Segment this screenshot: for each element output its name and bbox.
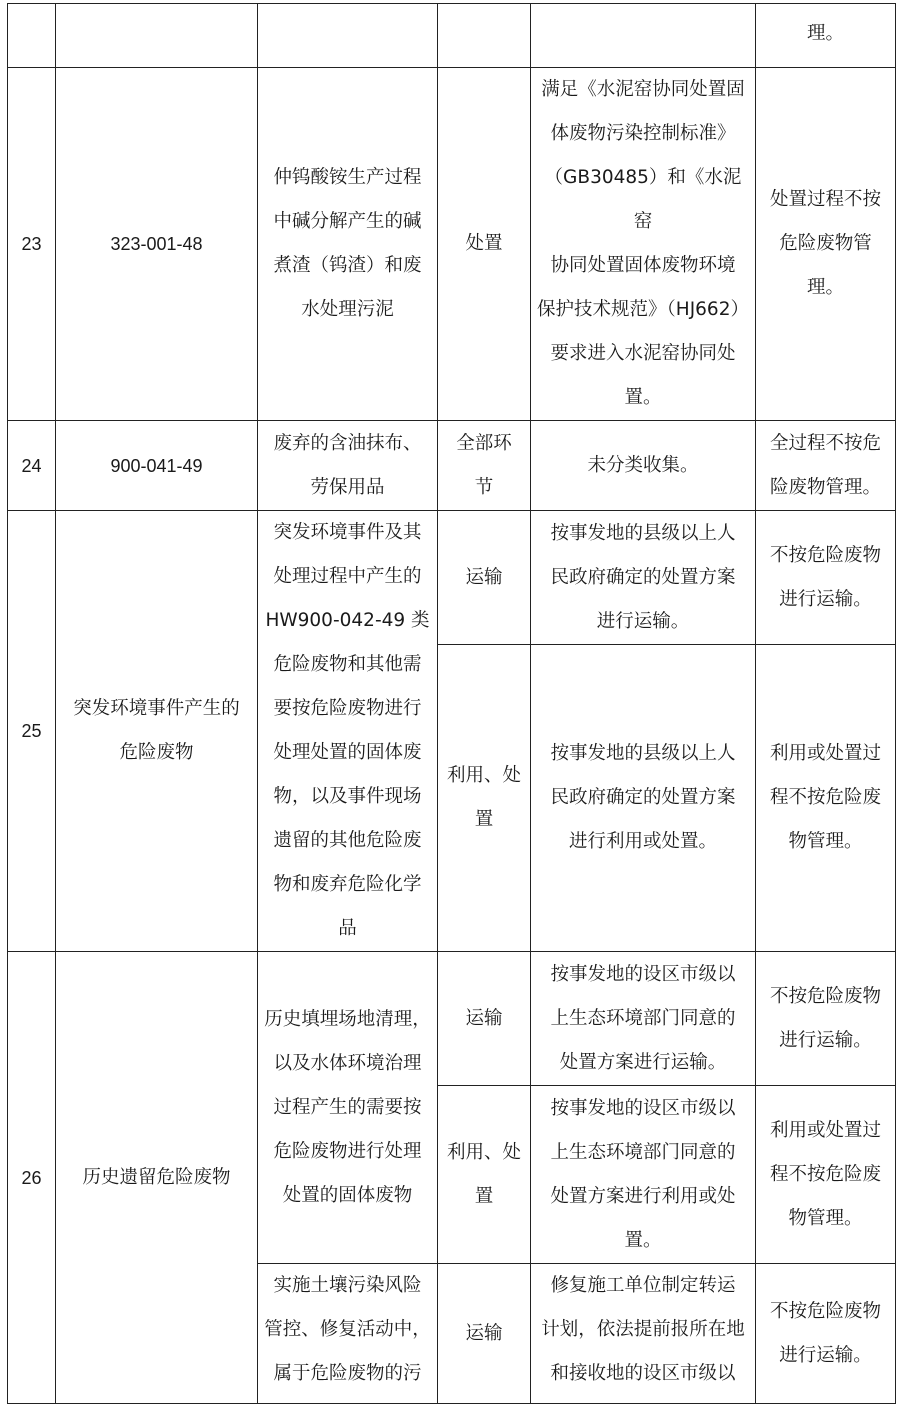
exemption-cell [756,68,896,421]
exemption-table [7,3,896,1404]
name-cell [258,421,438,511]
table-row [8,4,896,68]
condition-cell [531,1264,756,1404]
condition-cell [531,1086,756,1264]
waste-name: 废弃的含油抹布、 劳保用品 [273,432,422,498]
exemption-cell [756,1086,896,1264]
name-cell [258,4,438,68]
row-number: 26 [21,1167,42,1188]
stage-cell [438,1264,531,1404]
exemption-cell [756,4,896,68]
condition-cell [531,421,756,511]
condition-cell [531,511,756,645]
stage-cell [438,68,531,421]
stage-cell [438,952,531,1086]
exemption-cell [756,421,896,511]
row-number-cell [8,952,56,1404]
waste-code: 323-001-48 [110,234,203,254]
exempt-stage: 利用、处 置 [446,1141,521,1207]
row-number: 24 [21,455,42,476]
exempt-condition: 按事发地的县级以上人 民政府确定的处置方案 进行利用或处置。 [550,743,736,853]
name-cell [258,68,438,421]
exemption-content: 不按危险废物 进行运输。 [769,1300,881,1366]
row-number-cell [8,421,56,511]
exemption-content: 不按危险废物 进行运输。 [769,544,881,610]
exempt-condition: 修复施工单位制定转运 计划，依法提前报所在地 和接收地的设区市级以 [541,1275,745,1384]
stage-cell [438,1086,531,1264]
name-cell [258,952,438,1264]
row-number-cell [8,4,56,68]
row-number-cell [8,68,56,421]
name-cell [258,511,438,952]
condition-cell [531,952,756,1086]
table-row [8,68,896,421]
table-row [8,952,896,1086]
code-cell [56,68,258,421]
condition-cell [531,645,756,952]
table-row [8,421,896,511]
exempt-stage: 全部环 节 [456,432,512,498]
exempt-stage: 处置 [465,233,503,254]
exemption-content: 理。 [806,23,844,44]
code-cell [56,952,258,1404]
exempt-condition: 未分类收集。 [587,454,699,476]
exemption-cell [756,1264,896,1404]
exemption-content: 利用或处置过 程不按危险废 物管理。 [769,743,881,853]
waste-name: 仲钨酸铵生产过程 中碱分解产生的碱 煮渣（钨渣）和废 水处理污泥 [273,167,422,320]
exempt-condition: 按事发地的县级以上人 民政府确定的处置方案 进行运输。 [550,522,736,632]
stage-cell [438,4,531,68]
exempt-stage: 运输 [465,1322,503,1344]
name-cell [258,1264,438,1404]
stage-cell [438,511,531,645]
exemption-content: 不按危险废物 进行运输。 [769,985,881,1051]
waste-name: 实施土壤污染风险 管控、修复活动中， 属于危险废物的污 [264,1275,431,1384]
row-number-cell [8,511,56,952]
row-number: 25 [21,721,42,741]
waste-name: 突发环境事件及其 处理过程中产生的 HW900-042-49 类 危险废物和其他需 要按危险废物进行 处理处置的固体废 物，以及事件现场 遗留的其他危险废 物和废弃危险化学 品 [265,522,430,939]
stage-cell [438,645,531,952]
exempt-condition: 按事发地的设区市级以 上生态环境部门同意的 处置方案进行运输。 [550,963,736,1073]
code-cell [56,4,258,68]
table-row [8,511,896,645]
waste-code: 突发环境事件产生的 危险废物 [73,698,240,763]
exempt-condition: 满足《水泥窑协同处置固 体废物污染控制标准》 （GB30485）和《水泥窑 协同处置固体废物环境 保护技术规范》（HJ662） 要求进入水泥窑协同处 置。 [537,79,749,408]
exemption-cell [756,645,896,952]
exemption-cell [756,952,896,1086]
waste-code: 历史遗留危险废物 [82,1166,231,1188]
row-number: 23 [21,234,42,254]
exemption-cell [756,511,896,645]
waste-name: 历史填埋场地清理， 以及水体环境治理 过程产生的需要按 危险废物进行处理 处置的固体废物 [264,1008,431,1206]
exemption-content: 处置过程不按 危险废物管 理。 [769,189,881,298]
exempt-stage: 利用、处 置 [446,765,521,831]
exempt-stage: 运输 [465,566,503,588]
code-cell [56,511,258,952]
exemption-content: 利用或处置过 程不按危险废 物管理。 [769,1119,881,1229]
exempt-condition: 按事发地的设区市级以 上生态环境部门同意的 处置方案进行利用或处 置。 [550,1097,736,1251]
stage-cell [438,421,531,511]
code-cell [56,421,258,511]
condition-cell [531,4,756,68]
exempt-stage: 运输 [465,1007,503,1029]
exemption-content: 全过程不按危 险废物管理。 [769,432,881,498]
condition-cell [531,68,756,421]
waste-code: 900-041-49 [110,455,203,476]
